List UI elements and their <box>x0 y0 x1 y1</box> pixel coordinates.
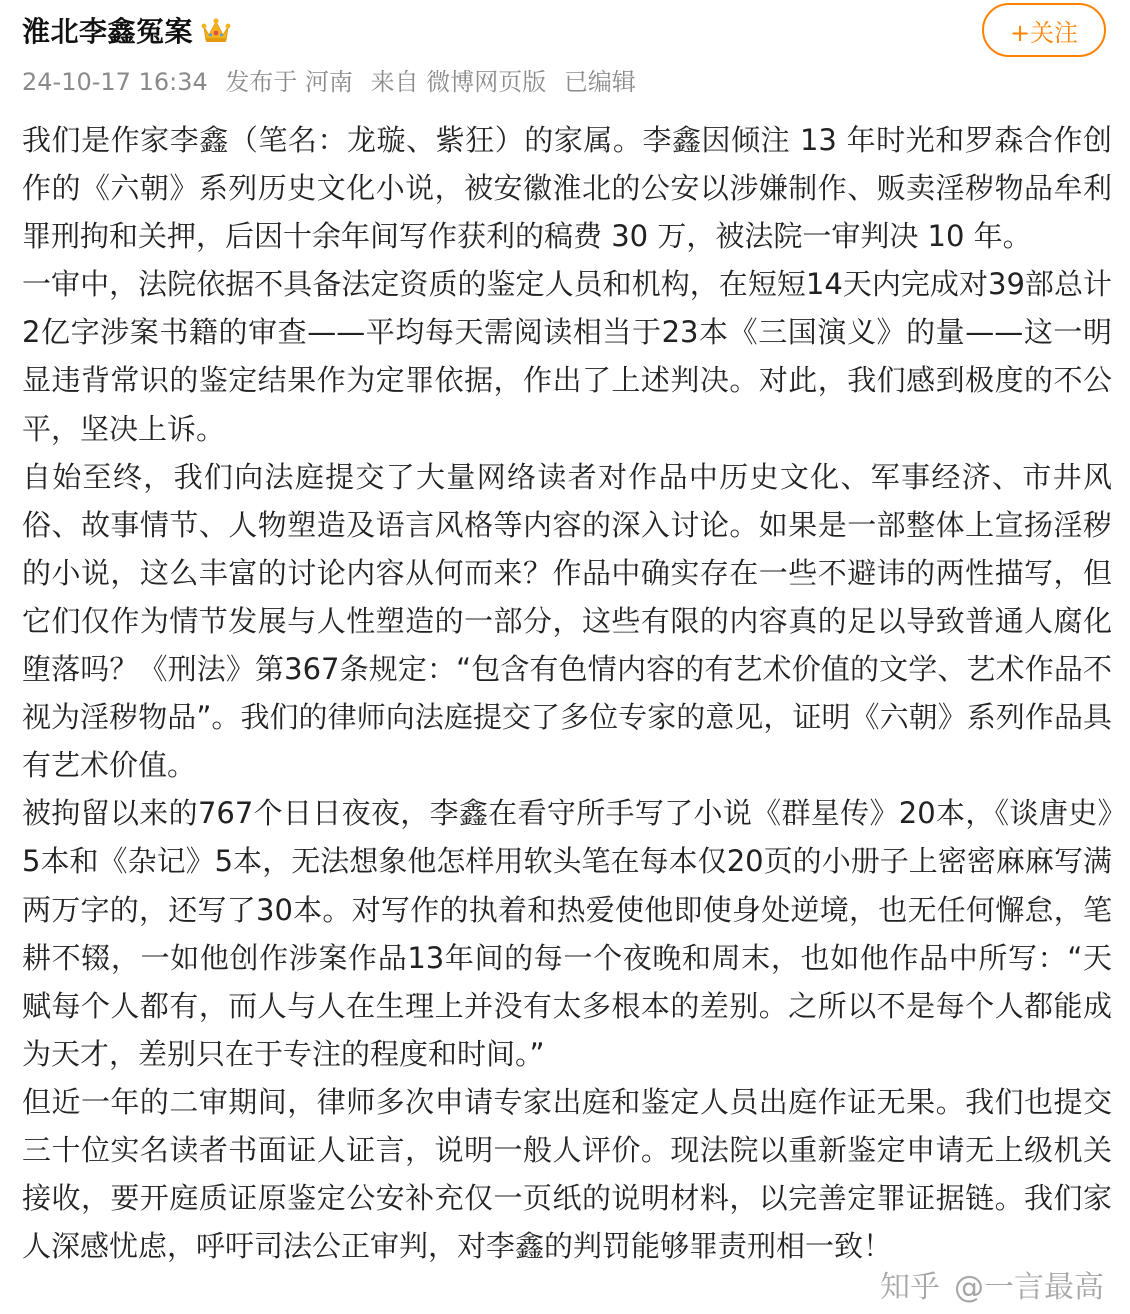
post-location: 发布于 河南 <box>225 68 354 96</box>
watermark-handle: @一言 <box>954 1270 1044 1305</box>
zhihu-watermark <box>880 1262 1104 1306</box>
post-source: 来自 微博网页版 <box>370 68 547 96</box>
follow-label: +关注 <box>1009 18 1079 47</box>
post-paragraph: 一审中，法院依据不具备法定资质的鉴定人员和机构，在短短14天内完成对39部总计2亿字涉案书籍的审查——平均每天需阅读相当于23本《三国演义》的量——这一明显违背常识的鉴定结果作为定罪依据，作出了上述判决。对此，我们感到极度的不公平，坚决上诉。 <box>22 267 1112 446</box>
post-paragraph: 我们是作家李鑫（笔名：龙璇、紫狂）的家属。李鑫因倾注 13 年时光和罗森合作创作的《六朝》系列历史文化小说，被安徽淮北的公安以涉嫌制作、贩卖淫秽物品牟利罪刑拘和关押，后因十余年间写作获利的稿费 30 万，被法院一审判决 10 年。 <box>22 123 1112 254</box>
author-name[interactable]: 淮北李鑫冤案 <box>22 15 194 48</box>
post-paragraph: 被拘留以来的767个日日夜夜，李鑫在看守所手写了小说《群星传》20本，《谈唐史》5本和《杂记》5本，无法想象他怎样用软头笔在每本仅20页的小册子上密密麻麻写满两万字的，还写了30本。对写作的执着和热爱使他即使身处逆境，也无任何懈怠，笔耕不辍，一如他创作涉案作品13年间的每一个夜晚和周末，也如他作品中所写：“天赋每个人都有，而人与人在生理上并没有太多根本的差别。之所以不是每个人都能成为天才，差别只在于专注的程度和时间。” <box>22 796 1112 1071</box>
watermark-handle-tail: 最高 <box>1044 1270 1104 1305</box>
watermark-brand: 知乎 <box>880 1270 940 1305</box>
post-edited-label[interactable]: 已编辑 <box>563 68 636 96</box>
post-body <box>22 116 1112 1270</box>
follow-button[interactable] <box>982 3 1106 57</box>
post-meta <box>22 62 646 97</box>
post-timestamp[interactable]: 24-10-17 16:34 <box>22 68 208 96</box>
post-paragraph: 自始至终，我们向法庭提交了大量网络读者对作品中历史文化、军事经济、市井风俗、故事情节、人物塑造及语言风格等内容的深入讨论。如果是一部整体上宣扬淫秽的小说，这么丰富的讨论内容从何而来？作品中确实存在一些不避讳的两性描写，但它们仅作为情节发展与人性塑造的一部分，这些有限的内容真的足以导致普通人腐化堕落吗？《刑法》第367条规定：“包含有色情内容的有艺术价值的文学、艺术作品不视为淫秽物品”。我们的律师向法庭提交了多位专家的意见，证明《六朝》系列作品具有艺术价值。 <box>22 459 1112 783</box>
post-header <box>22 0 1108 110</box>
crown-emoji-icon <box>201 16 231 44</box>
author-row <box>22 10 231 50</box>
post-paragraph: 但近一年的二审期间，律师多次申请专家出庭和鉴定人员出庭作证无果。我们也提交三十位实名读者书面证人证言，说明一般人评价。现法院以重新鉴定申请无上级机关接收，要开庭质证原鉴定公安补充仅一页纸的说明材料，以完善定罪证据链。我们家人深感忧虑，呼吁司法公正审判，对李鑫的判罚能够罪责刑相一致！ <box>22 1084 1112 1264</box>
